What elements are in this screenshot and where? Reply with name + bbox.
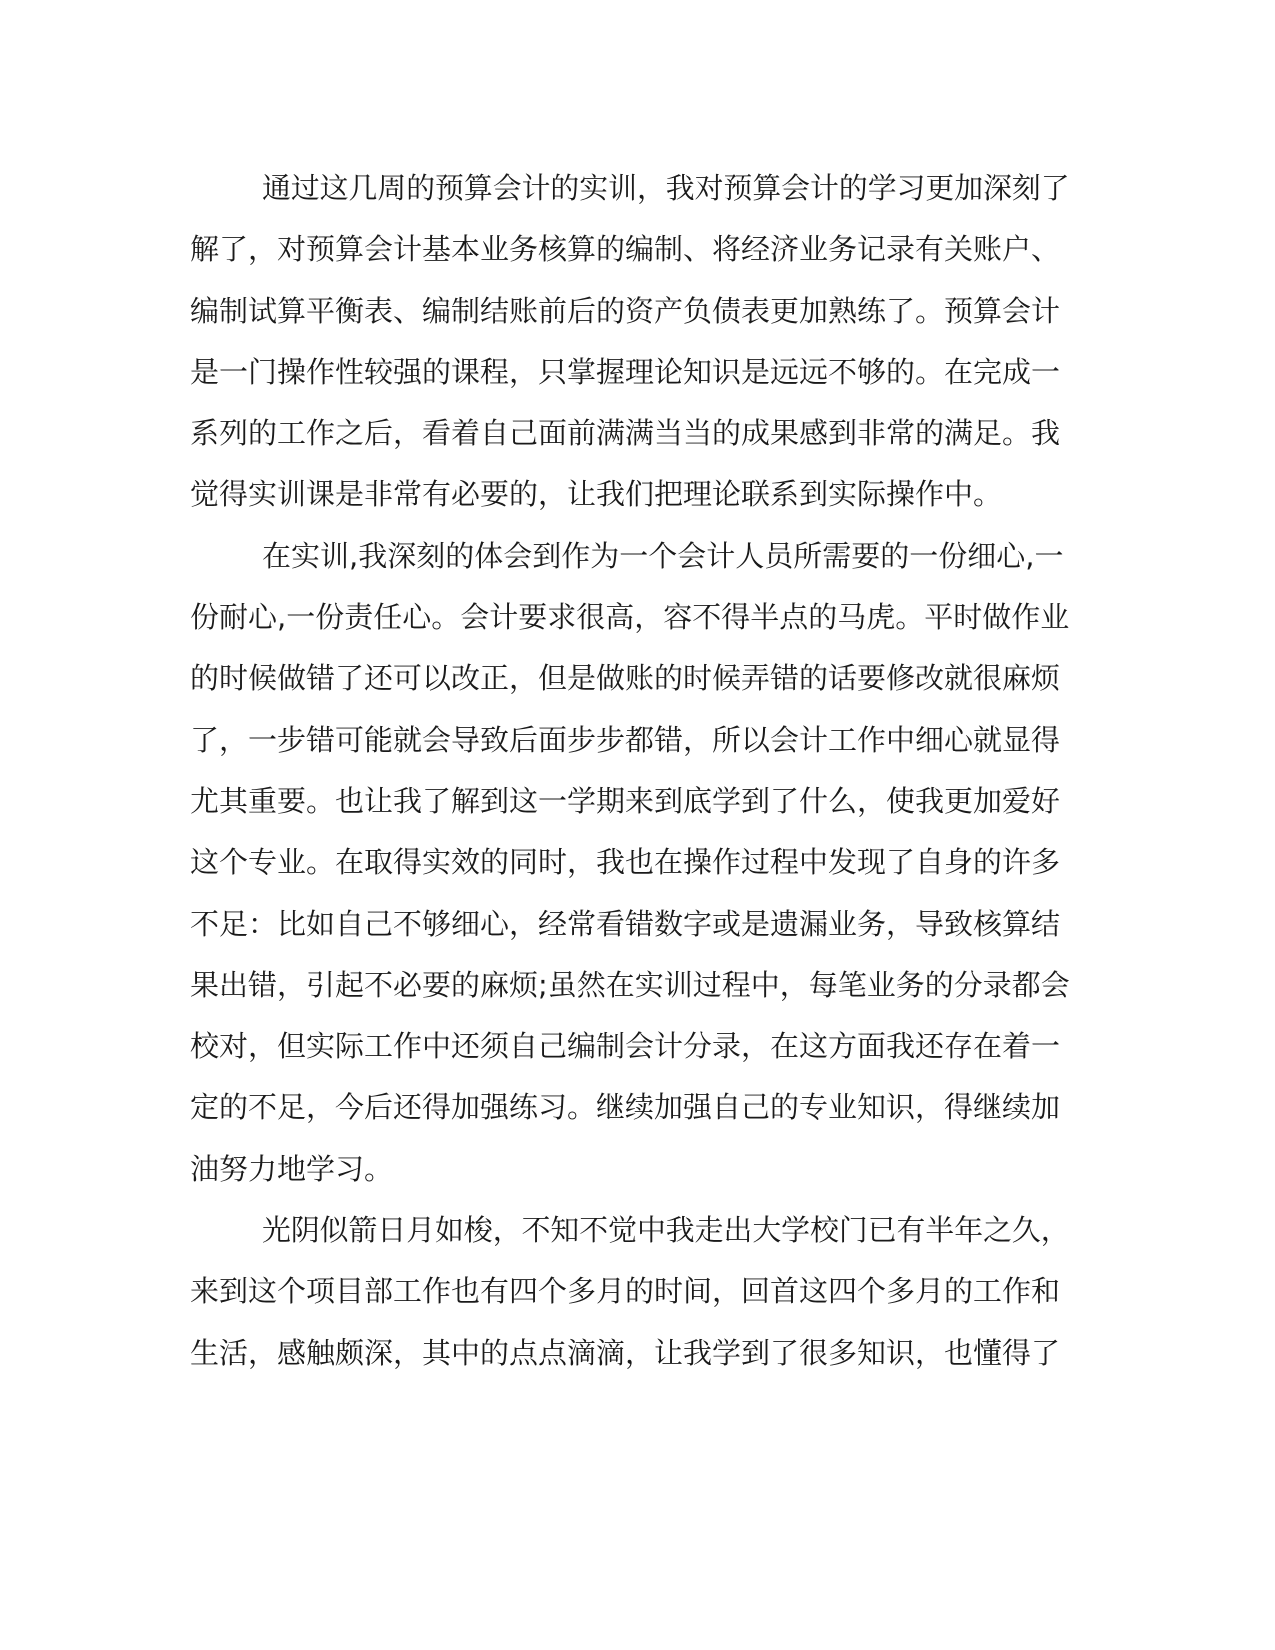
text-line: 是一门操作性较强的课程，只掌握理论知识是远远不够的。在完成一 [190,354,1061,389]
text-line: 解了，对预算会计基本业务核算的编制、将经济业务记录有关账户、 [190,232,1061,267]
text-line: 校对，但实际工作中还须自己编制会计分录，在这方面我还存在着一 [190,1029,1061,1064]
text-line: 在实训,我深刻的体会到作为一个会计人员所需要的一份细心,一 [262,538,1064,573]
text-line: 定的不足，今后还得加强练习。继续加强自己的专业知识，得继续加 [190,1090,1061,1125]
text-line: 系列的工作之后，看着自己面前满满当当的成果感到非常的满足。我 [190,416,1061,451]
text-line: 这个专业。在取得实效的同时，我也在操作过程中发现了自身的许多 [190,845,1061,880]
text-line: 光阴似箭日月如梭，不知不觉中我走出大学校门已有半年之久， [262,1213,1070,1248]
text-line: 觉得实训课是非常有必要的，让我们把理论联系到实际操作中。 [190,477,1003,512]
text-line: 来到这个项目部工作也有四个多月的时间，回首这四个多月的工作和 [190,1274,1061,1309]
text-line: 不足：比如自己不够细心，经常看错数字或是遗漏业务，导致核算结 [190,906,1061,941]
text-line: 份耐心,一份责任心。会计要求很高，容不得半点的马虎。平时做作业 [190,600,1070,635]
text-line: 通过这几周的预算会计的实训，我对预算会计的学习更加深刻了 [262,171,1070,205]
text-line: 油努力地学习。 [190,1151,394,1186]
text-line: 果出错，引起不必要的麻烦;虽然在实训过程中，每笔业务的分录都会 [190,967,1070,1002]
text-line: 尤其重要。也让我了解到这一学期来到底学到了什么，使我更加爱好 [190,783,1061,818]
text-line: 的时候做错了还可以改正，但是做账的时候弄错的话要修改就很麻烦 [190,661,1061,696]
text-line: 生活，感触颇深，其中的点点滴滴，让我学到了很多知识，也懂得了 [190,1335,1061,1370]
text-line: 了，一步错可能就会导致后面步步都错，所以会计工作中细心就显得 [190,722,1061,757]
document-body [190,158,1070,1384]
text-line: 编制试算平衡表、编制结账前后的资产负债表更加熟练了。预算会计 [190,293,1061,328]
